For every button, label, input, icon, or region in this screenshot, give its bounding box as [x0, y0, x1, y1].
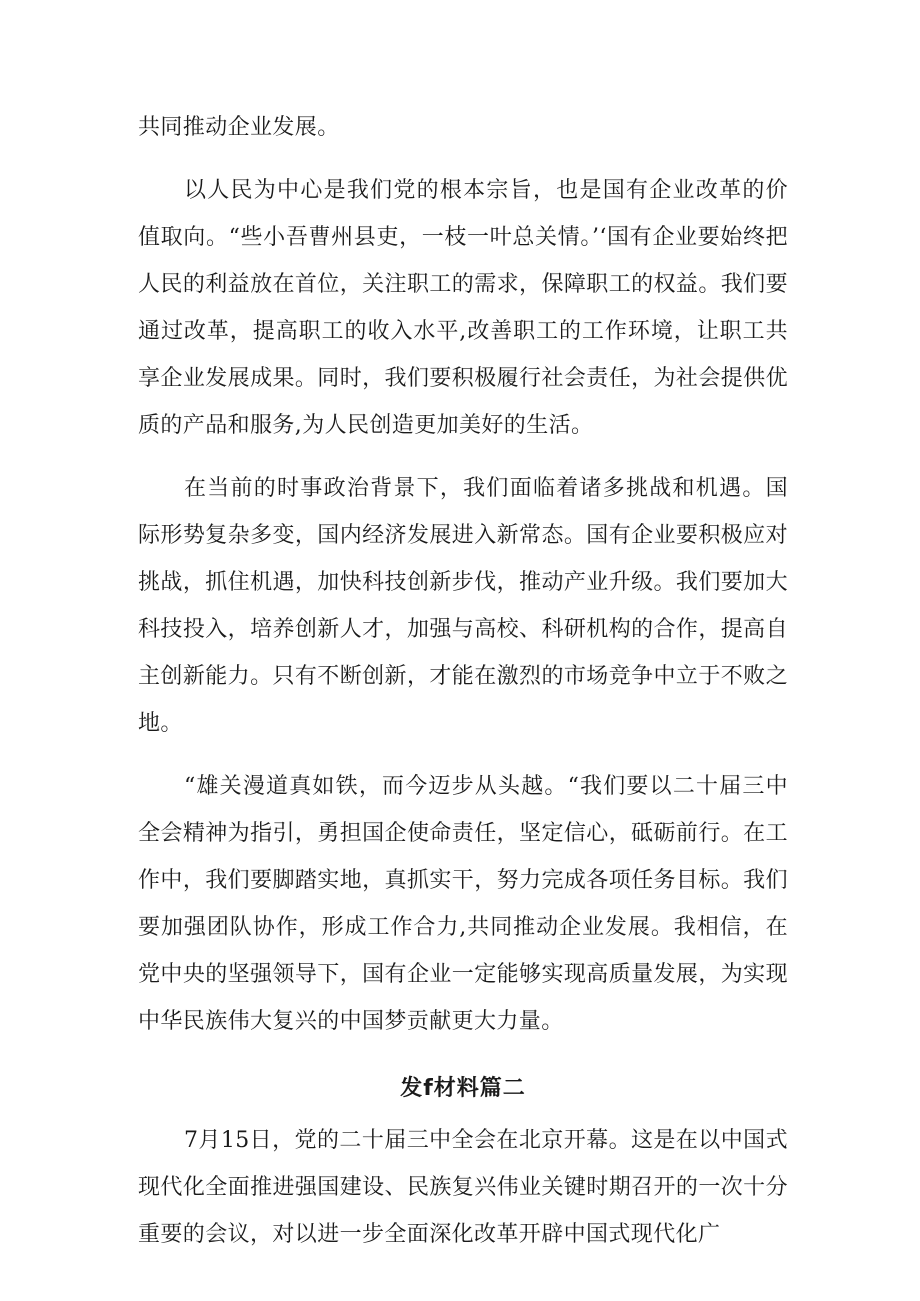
- paragraph-forward: “雄关漫道真如铁，而今迈步从头越。“我们要以二十届三中全会精神为指引，勇担国企使命责任，坚定信心，砥砺前行。在工作中，我们要脚踏实地，真抓实干，努力完成各项任务目标。我们要加强团队协作，形成工作合力,共同推动企业发展。我相信，在党中央的坚强领导下，国有企业一定能够实现高质量发展，为实现中华民族伟大复兴的中国梦贡献更大力量。: [138, 774, 788, 1034]
- paragraph-continuation: 共同推动企业发展。: [138, 115, 340, 140]
- paragraph-section-two: 7月15日，党的二十届三中全会在北京开幕。这是在以中国式现代化全面推进强国建设、民族复兴伟业关键时期召开的一次十分重要的会议，对以进一步全面深化改革开辟中国式现代化广: [138, 1128, 788, 1247]
- document-body: [138, 104, 788, 1258]
- paragraph-challenges: 在当前的时事政治背景下，我们面临着诸多挑战和机遇。国际形势复杂多变，国内经济发展进入新常态。国有企业要积极应对挑战，抓住机遇，加快科技创新步伐，推动产业升级。我们要加大科技投入，培养创新人才，加强与高校、科研机构的合作，提高自主创新能力。只有不断创新，才能在激烈的市场竞争中立于不败之地。: [138, 476, 788, 736]
- paragraph-people-centered: 以人民为中心是我们党的根本宗旨，也是国有企业改革的价值取向。“些小吾曹州县吏，一枝一叶总关情。’‘国有企业要始终把人民的利益放在首位，关注职工的需求，保障职工的权益。我们要通过改革，提高职工的收入水平,改善职工的工作环境，让职工共享企业发展成果。同时，我们要积极履行社会责任，为社会提供优质的产品和服务,为人民创造更加美好的生活。: [138, 178, 788, 438]
- section-heading: 发f材料篇二: [400, 1076, 526, 1101]
